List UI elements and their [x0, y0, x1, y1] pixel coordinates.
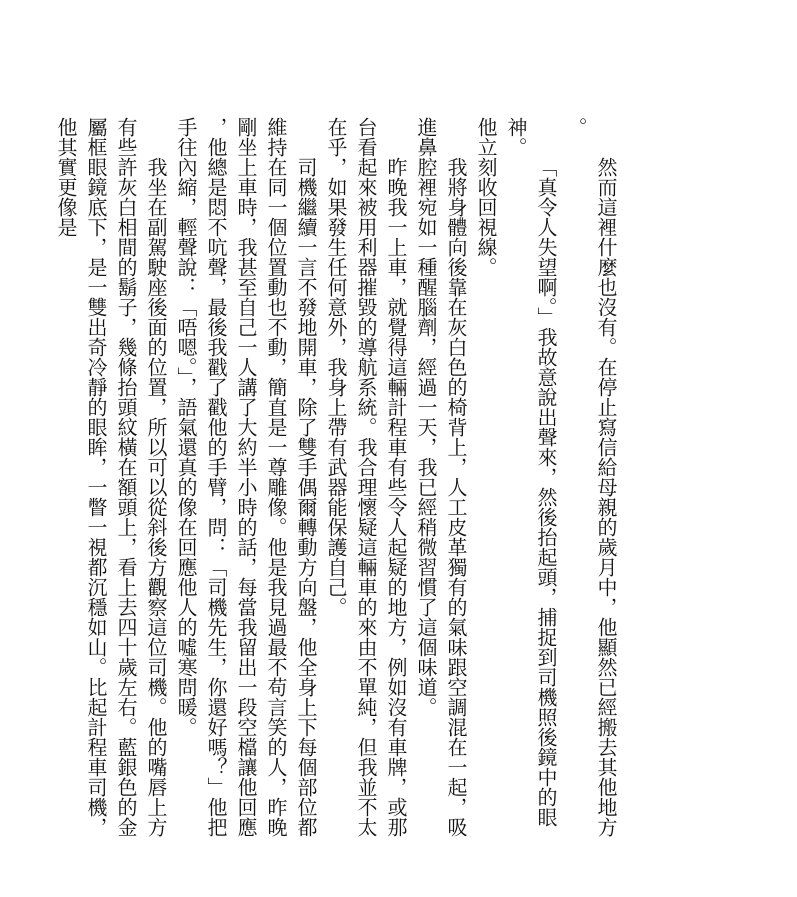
vertical-text-body — [54, 117, 621, 845]
paragraph-2: 「真令人失望啊。」我故意說出聲來，然後抬起頭，捕捉到司機照後鏡中的眼神。 — [504, 117, 558, 827]
paragraph-1: 然而這裡什麼也沒有。在停止寫信給母親的歲月中，他顯然已經搬去其他地方。 — [564, 117, 618, 837]
paragraph-6: 司機繼續一言不發地開車，除了雙手偶爾轉動方向盤，他全身上下每個部位都維持在同一個位置動也不動，簡直是一尊雕像。他是我見過最不苟言笑的人，昨晚剛坐上車時，我甚至自己一人講了大約半小時的話，每當我留出一段空檔讓他回應，他總是悶不吭聲，最後我戳了戳他的手臂，問：「司機先生，你還好嗎？」他把手往內縮，輕聲說：「唔嗯。」，語氣還真的像在回應他人的噓寒問暖。 — [174, 117, 318, 837]
paragraph-3: 他立刻收回視線。 — [474, 117, 498, 277]
paragraph-4: 我將身體向後靠在灰白色的椅背上，人工皮革獨有的氣味跟空調混在一起，吸進鼻腔裡宛如一種醒腦劑，經過一天，我已經稍微習慣了這個味道。 — [414, 117, 468, 837]
paragraph-7: 我坐在副駕駛座後面的位置，所以可以從斜後方觀察這位司機。他的嘴唇上方有些許灰白相間的鬍子，幾條抬頭紋橫在額頭上，看上去四十歲左右。藍銀色的金屬框眼鏡底下，是一雙出奇冷靜的眼眸，一瞥一視都沉穩如山。比起計程車司機，他其實更像是 — [54, 117, 168, 837]
paragraph-5: 昨晚我一上車，就覺得這輛計程車有些令人起疑的地方，例如沒有車牌，或那台看起來被用利器摧毀的導航系統。我合理懷疑這輛車的來由不單純，但我並不太在乎，如果發生任何意外，我身上帶有武器能保護自己。 — [324, 117, 408, 837]
